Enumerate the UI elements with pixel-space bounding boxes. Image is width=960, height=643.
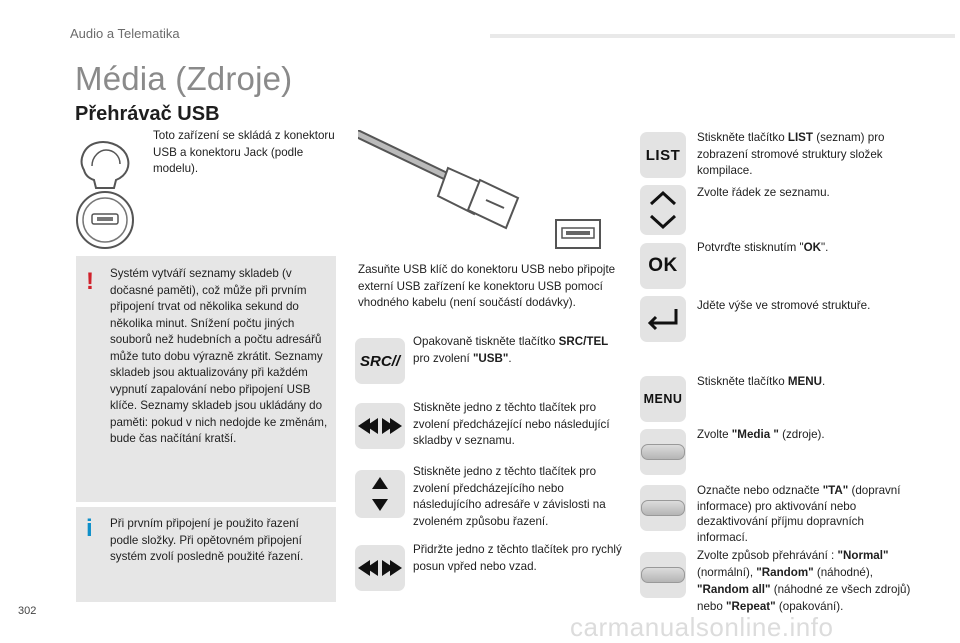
warning-text: Systém vytváří seznamy skladeb (v dočasné paměti), což může při prvním připojení trvat od několika sekund do několika minut. Snížení počtu jiných souborů než hudebních a počtu adresářů může tuto dobu výrazně zkrátit. Seznamy skladeb jsou aktualizovány při každém vypnutí zapalování nebo připojení USB klíče. Seznamy skladeb jsou ukládány do paměti: pokud v nich nedojde ke změnám, bude čas načítání kratší. (110, 267, 328, 445)
up-down-text: Stiskněte jedno z těchto tlačítek pro zvolení předcházejícího nebo následujícího adresáře v závislosti na zvoleném způsobu řazení. (413, 465, 606, 528)
info-note (76, 507, 336, 602)
list-step-text: Stiskněte tlačítko LIST (seznam) pro zobrazení stromové struktury složek kompilace. (697, 131, 885, 177)
up-down-arrows-icon (355, 470, 405, 518)
prev-next-track-text: Stiskněte jedno z těchto tlačítek pro zvolení předcházející nebo následující skladby v seznamu. (413, 401, 610, 447)
ta-select-button-icon (640, 485, 686, 531)
media-step-text: Zvolte "Media " (zdroje). (697, 428, 825, 441)
page-number: 302 (18, 605, 37, 617)
warning-icon: ! (86, 268, 94, 295)
header-rule (490, 34, 955, 38)
back-step-text: Jděte výše ve stromové struktuře. (697, 299, 871, 312)
src-step-text: Opakovaně tiskněte tlačítko SRC/TEL pro zvolení "USB". (413, 335, 609, 365)
mode-step-text: Zvolte způsob přehrávání : "Normal" (normální), "Random" (náhodné), "Random all" (náhodné ze všech zdrojů) nebo "Repeat" (opakování). (697, 549, 911, 613)
fast-scroll-text: Přidržte jedno z těchto tlačítek pro rychlý posun vpřed nebo vzad. (413, 543, 622, 573)
section-title: Přehrávač USB (75, 103, 220, 125)
intro-text: Toto zařízení se skládá z konektoru USB a konektoru Jack (podle modelu). (153, 129, 335, 175)
usb-cable-illustration (358, 130, 618, 260)
page-title: Média (Zdroje) (75, 60, 293, 97)
running-header: Audio a Telematika (70, 26, 180, 41)
info-icon: i (86, 515, 93, 542)
up-down-chevrons-icon (640, 185, 686, 235)
menu-button-icon: MENU (640, 376, 686, 422)
mode-select-button-icon (640, 552, 686, 598)
menu-step-text: Stiskněte tlačítko MENU. (697, 375, 826, 388)
usb-jack-connector-illustration (70, 132, 140, 257)
usb-instruction: Zasuňte USB klíč do konektoru USB nebo připojte externí USB zařízení ke konektoru USB pomocí vhodného kabelu (není součástí dodávky). (358, 263, 616, 309)
select-line-text: Zvolte řádek ze seznamu. (697, 186, 830, 199)
fast-scroll-icon (355, 545, 405, 591)
ok-step-text: Potvrďte stisknutím "OK". (697, 241, 829, 254)
warning-note (76, 256, 336, 502)
watermark: carmanualsonline.info (570, 612, 834, 642)
back-arrow-icon (640, 296, 686, 342)
info-text: Při prvním připojení je použito řazení podle složky. Při opětovném připojení systém zvolí posledně použité řazení. (110, 517, 304, 563)
list-button-icon: LIST (640, 132, 686, 178)
prev-next-track-icon (355, 403, 405, 449)
ta-step-text: Označte nebo odznačte "TA" (dopravní informace) pro aktivování nebo dezaktivování příjmu dopravních informací. (697, 484, 901, 544)
src-button-icon: SRC// (355, 338, 405, 384)
ok-button-icon: OK (640, 243, 686, 289)
media-select-button-icon (640, 429, 686, 475)
